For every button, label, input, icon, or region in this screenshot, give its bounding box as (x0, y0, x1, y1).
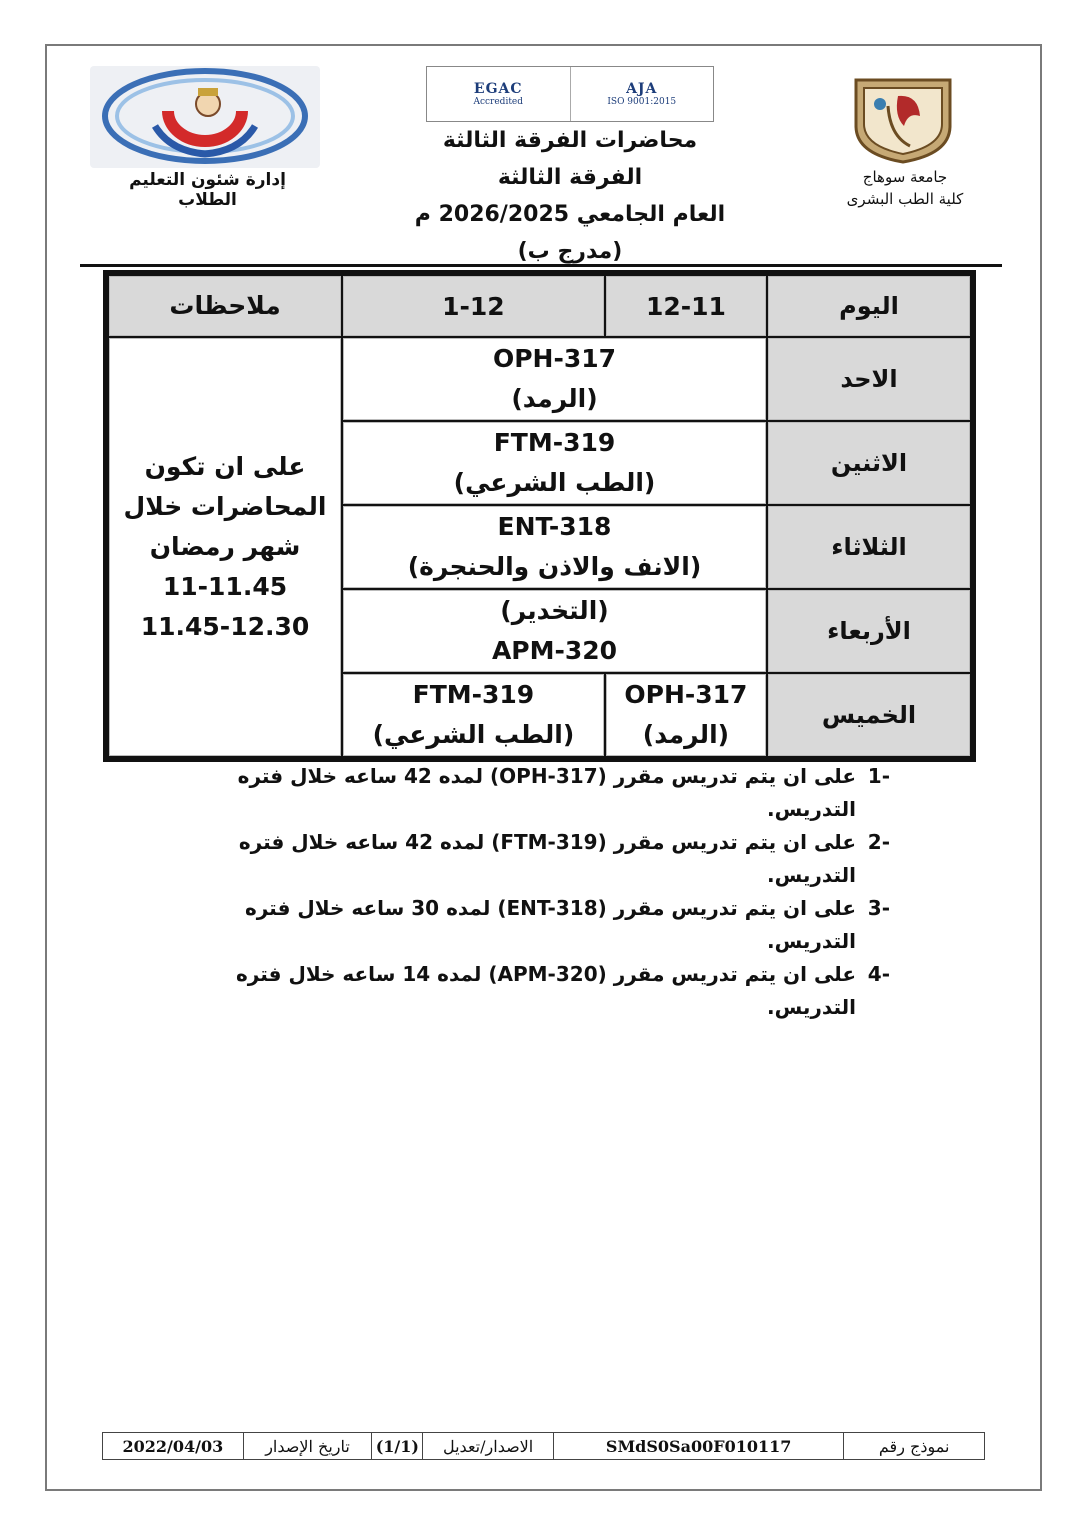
course-code: OPH-317 (492, 344, 617, 373)
header-divider (80, 264, 1002, 267)
course-cell (343, 674, 604, 756)
course-name: (الرمد) (511, 384, 598, 413)
list-item: -3 على ان يتم تدريس مقرر (ENT-318) لمده 30 ساعه خلال فتره التدريس. (244, 896, 890, 953)
header-notes: ملاحظات (109, 276, 341, 336)
day-cell: الاثنين (768, 422, 970, 504)
table-row (109, 338, 970, 420)
day-cell: الخميس (768, 674, 970, 756)
title-line: (مدرج ب) (517, 239, 623, 264)
student-affairs-caption: إدارة شئون التعليم الطلاب (129, 170, 286, 210)
course-name: (الطب الشرعي) (372, 720, 575, 749)
course-cell (606, 674, 766, 756)
course-hours-notes (150, 760, 890, 1024)
course-cell (343, 422, 766, 504)
form-footer (102, 1432, 985, 1460)
course-code: OPH-317 (624, 680, 748, 709)
course-code: APM-320 (491, 636, 618, 665)
course-code: FTM-319 (412, 680, 535, 709)
ramadan-notes-cell: على ان تكون المحاضرات خلال شهر رمضان 11-11.45 11.45-12.30 (109, 338, 341, 756)
day-cell: الاحد (768, 338, 970, 420)
header-day: اليوم (768, 276, 970, 336)
course-cell (343, 506, 766, 588)
title-line: العام الجامعي 2026/2025 م (414, 202, 726, 227)
course-name: (الانف والاذن والحنجرة) (407, 552, 702, 581)
egac-accreditation-logo: EGAC Accredited (473, 81, 524, 107)
course-name: (الرمد) (642, 720, 730, 749)
issue-date: 2022/04/03 (122, 1436, 224, 1456)
document-title (380, 122, 760, 270)
version-label: الاصدار/تعديل (422, 1433, 553, 1459)
issue-date-label: تاريخ الإصدار (243, 1433, 372, 1459)
faculty-medicine-logo (90, 66, 320, 168)
certification-logos (426, 66, 714, 122)
aja-iso-logo: AJA ISO 9001:2015 (570, 67, 714, 121)
title-line: الفرقة الثالثة (497, 165, 643, 190)
sohag-university-logo (848, 66, 958, 164)
course-code: FTM-319 (493, 428, 616, 457)
day-cell: الثلاثاء (768, 506, 970, 588)
header-slot-12-11: 12-11 (606, 276, 766, 336)
course-cell (343, 338, 766, 420)
course-cell (343, 590, 766, 672)
form-number: SMdS0Sa00F010117 (553, 1433, 843, 1459)
header-slot-1-12: 1-12 (343, 276, 604, 336)
course-code: ENT-318 (497, 512, 612, 541)
title-line: محاضرات الفرقة الثالثة (442, 128, 698, 153)
course-name: (التخدير) (500, 596, 609, 625)
lecture-schedule-table (103, 270, 976, 762)
course-name: (الطب الشرعي) (453, 468, 656, 497)
table-header-row (109, 276, 970, 336)
university-caption: جامعة سوهاج كلية الطب البشرى (846, 168, 964, 208)
form-number-label: نموذج رقم (843, 1433, 984, 1459)
list-item: -4 على ان يتم تدريس مقرر (APM-320) لمده 14 ساعه خلال فتره التدريس. (236, 962, 890, 1019)
version-value: (1/1) (371, 1433, 422, 1459)
list-item: -2 على ان يتم تدريس مقرر (FTM-319) لمده 42 ساعه خلال فتره التدريس. (238, 830, 890, 887)
day-cell: الأربعاء (768, 590, 970, 672)
list-item: -1 على ان يتم تدريس مقرر (OPH-317) لمده 42 ساعه خلال فتره التدريس. (237, 764, 890, 821)
